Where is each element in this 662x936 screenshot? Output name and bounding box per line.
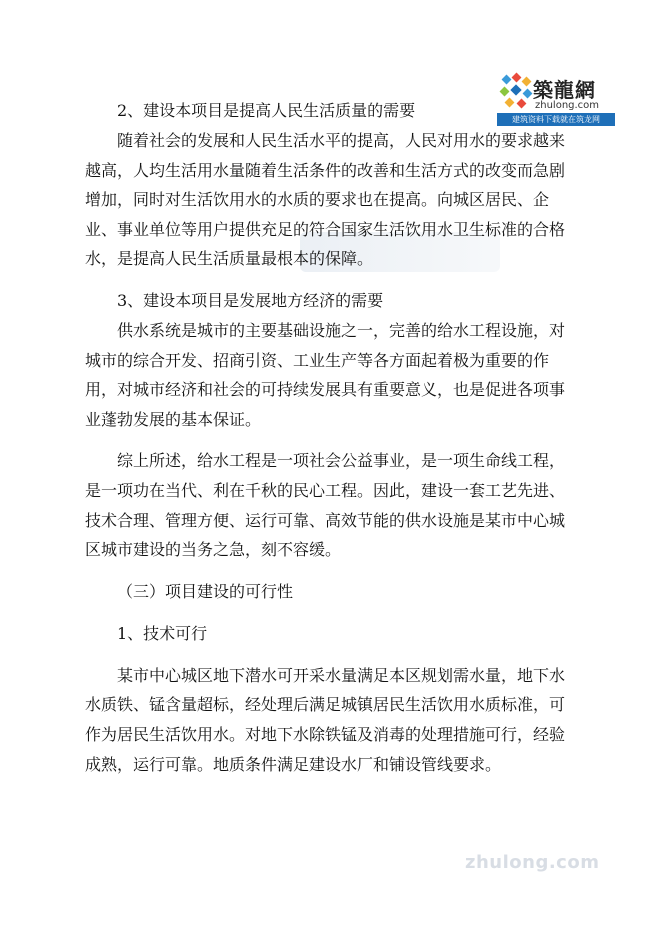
document-body: [85, 96, 580, 779]
logo-title: 築龍網: [533, 78, 596, 102]
watermark-text: zhulong.com: [465, 852, 600, 873]
section-heading-technical: 1、技术可行: [117, 623, 208, 643]
paragraph-living-quality: 随着社会的发展和人民生活水平的提高，人民对用水的要求越来越高，人均生活用水量随着生活条件的改善和生活方式的改变而急剧增加，同时对生活饮用水的水质的要求也在提高。向城区居民、企业、事业单位等用户提供充足的符合国家生活饮用水卫生标准的合格水，是提高人民生活质量最根本的保障。: [85, 131, 566, 269]
paragraph-technical-feasibility: 某市中心城区地下潜水可开采水量满足本区规划需水量，地下水水质铁、锰含量超标，经处理后满足城镇居民生活饮用水质标准，可作为居民生活饮用水。对地下水除铁锰及消毒的处理措施可行，经验成熟，运行可靠。地质条件满足建设水厂和铺设管线要求。: [85, 665, 566, 774]
paragraph-local-economy: 供水系统是城市的主要基础设施之一，完善的给水工程设施，对城市的综合开发、招商引资、工业生产等各方面起着极为重要的作用，对城市经济和社会的可持续发展具有重要意义，也是促进各项事业蓬勃发展的基本保证。: [85, 320, 566, 429]
section-heading-2: 2、建设本项目是提高人民生活质量的需要: [117, 101, 416, 120]
logo-slogan: 建筑资料下载就在筑龙网: [497, 113, 615, 126]
section-heading-3: 3、建设本项目是发展地方经济的需要: [117, 290, 384, 310]
logo-domain: zhulong.com: [535, 100, 600, 111]
section-heading-feasibility: （三）项目建设的可行性: [117, 581, 294, 601]
paragraph-summary: 综上所述，给水工程是一项社会公益事业，是一项生命线工程，是一项功在当代、利在千秋的民心工程。因此，建设一套工艺先进、技术合理、管理方便、运行可靠、高效节能的供水设施是某市中心城区城市建设的当务之急，刻不容缓。: [85, 451, 566, 560]
